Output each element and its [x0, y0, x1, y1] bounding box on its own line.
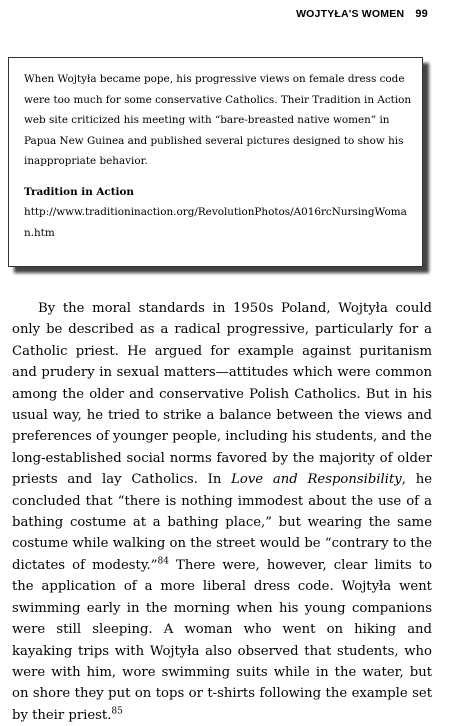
sidebar-box [8, 57, 423, 267]
book-title: Love and Responsibility [231, 472, 402, 488]
running-header [296, 8, 428, 20]
body-text-part-1: By the moral standards in 1950s Poland, Wojtyła could only be described as a radical progressive, particularly for a Catholic priest. He argued for example against puritanism and prudery in sexual matters—attitudes which were common among the older and conservative Polish Catholics. But in his usual way, he tried to strike a balance between the views and preferences of younger people, including his students, and the long-established social norms favored by the majority of older priests and lay Catholics. In [12, 301, 432, 488]
running-title: WOJTYŁA'S WOMEN [296, 8, 405, 20]
body-text-part-2: , he concluded that “there is nothing immodest about the use of a bathing costume at a bathing place,” but wearing the same costume while walking on the street would be “contrary to the dictates of modesty.” [12, 472, 432, 573]
source-url: http://www.traditioninaction.org/RevolutionPhotos/A016rcNursingWoman.htm [24, 206, 407, 239]
source-title: Tradition in Action [24, 185, 134, 198]
page-number: 99 [415, 8, 428, 20]
footnote-ref-85: 85 [111, 706, 123, 717]
body-text-part-3: There were, however, clear limits to the application of a more liberal dress code. Wojtyła went swimming early in the morning when his young companions were still sleeping. A woman who went on hiking and kayaking trips with Wojtyła also observed that students, who were with him, wore swimming suits while in the water, but on shore they put on tops or t-shirts following the example set by their priest. [12, 557, 433, 723]
sidebar-paragraph: When Wojtyła became pope, his progressive views on female dress code were too much for some conservative Catholics. Their Tradition in Action web site criticized his meeting with “bare-breasted native women” in Papua New Guinea and published several pictures designed to show his inappropriate behavior. [24, 73, 412, 167]
body-paragraph [12, 298, 432, 726]
body-text [12, 298, 432, 726]
footnote-ref-84: 84 [157, 556, 169, 567]
